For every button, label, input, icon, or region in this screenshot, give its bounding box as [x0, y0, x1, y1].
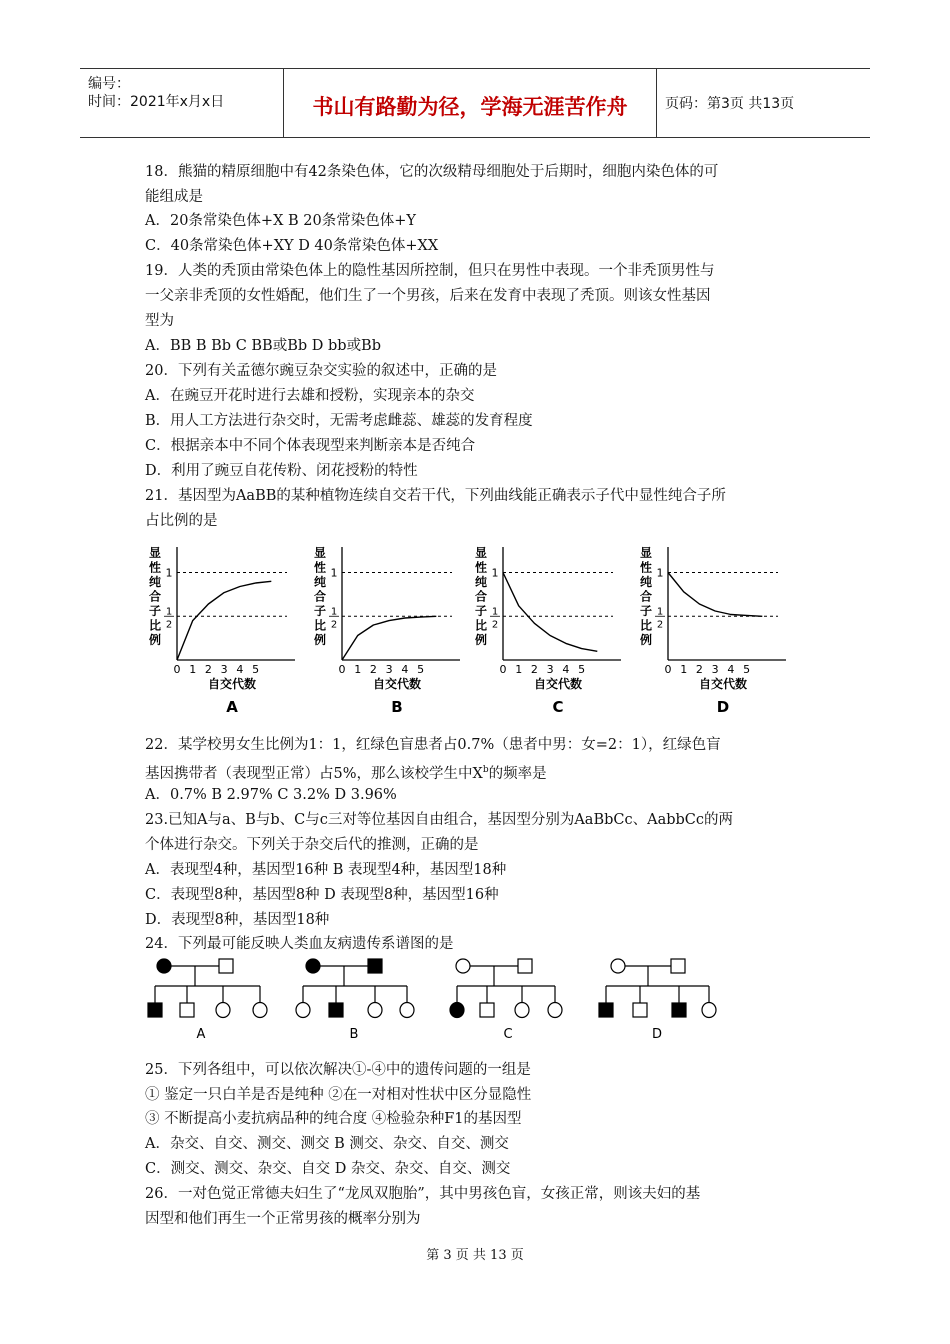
x-tick-label: 3 — [711, 663, 719, 676]
pedigree-a — [148, 959, 267, 1018]
pedigree-label-d: D — [651, 1027, 663, 1042]
x-axis-title: 自交代数 — [533, 677, 583, 691]
text-line: D．利用了豌豆自花传粉、闭花授粉的特性 — [145, 463, 418, 479]
x-tick-label: 2 — [369, 663, 377, 676]
y-tick-label: 2 — [656, 619, 664, 631]
daughter-normal — [296, 1003, 310, 1018]
x-axis-title: 自交代数 — [207, 677, 257, 691]
father-normal — [671, 959, 685, 973]
text-line — [145, 761, 547, 783]
chart-letter: A — [226, 698, 238, 716]
y-axis-title-char: 例 — [474, 633, 488, 647]
x-tick-label: 4 — [236, 663, 244, 676]
x-axis-title: 自交代数 — [372, 677, 422, 691]
text-line: 一父亲非秃顶的女性婚配，他们生了一个男孩，后来在发育中表现了秃顶。则该女性基因 — [145, 288, 711, 304]
text-line: C．测交、测交、杂交、自交 D 杂交、杂交、自交、测交 — [145, 1161, 511, 1177]
page-footer: 第 3 页 共 13 页 — [426, 1248, 524, 1263]
q22-text-before: 基因携带者（表现型正常）占5%，那么该校学生中X — [145, 765, 483, 782]
text-line: 21．基因型为AaBB的某种植物连续自交若干代，下列曲线能正确表示子代中显性纯合子所 — [145, 488, 726, 504]
x-tick-label: 0 — [338, 663, 346, 676]
y-axis-title-char: 纯 — [313, 575, 327, 589]
page-indicator: 页码：第3页 共13页 — [665, 96, 795, 112]
text-line: A．BB B Bb C BB或Bb D bb或Bb — [145, 338, 381, 354]
mother-normal — [611, 959, 625, 973]
text-line: 占比例的是 — [145, 513, 218, 529]
x-tick-label: 5 — [417, 663, 425, 676]
pedigree-label-c: C — [503, 1027, 513, 1042]
y-tick-label: 1 — [491, 566, 499, 580]
text-line: C．表现型8种，基因型8种 D 表现型8种，基因型16种 — [145, 887, 499, 903]
daughter-normal — [216, 1003, 230, 1018]
data-curve — [177, 581, 271, 660]
x-axis-title: 自交代数 — [698, 677, 748, 691]
text-line: 20．下列有关孟德尔豌豆杂交实验的叙述中，正确的是 — [145, 363, 497, 379]
y-axis-title-char: 性 — [313, 560, 327, 575]
q22-text-after: 的频率是 — [488, 765, 547, 782]
x-tick-label: 4 — [562, 663, 570, 676]
y-axis-title-char: 纯 — [148, 575, 162, 589]
y-axis-title-char: 例 — [639, 633, 653, 647]
y-tick-label: 1 — [656, 566, 664, 580]
y-axis-title-char: 子 — [639, 604, 653, 618]
x-tick-label: 4 — [401, 663, 409, 676]
x-tick-label: 2 — [204, 663, 212, 676]
y-axis-title-char: 合 — [313, 589, 327, 604]
son-normal — [633, 1003, 647, 1017]
y-tick-label: 1 — [491, 606, 499, 618]
chart-letter: D — [716, 698, 730, 716]
x-tick-label: 3 — [220, 663, 228, 676]
y-axis-title-char: 子 — [313, 604, 327, 618]
text-line: 18．熊猫的精原细胞中有42条染色体，它的次级精母细胞处于后期时，细胞内染色体的可 — [145, 164, 719, 180]
mother-normal — [456, 959, 470, 973]
x-tick-label: 1 — [189, 663, 197, 676]
father-normal — [518, 959, 532, 973]
chart-letter: C — [552, 698, 564, 716]
text-line: ① 鉴定一只白羊是否是纯种 ②在一对相对性状中区分显隐性 — [145, 1087, 532, 1103]
header-motto: 书山有路勤为径，学海无涯苦作舟 — [312, 95, 628, 119]
y-axis-title-char: 例 — [313, 633, 327, 647]
text-line: 能组成是 — [145, 189, 203, 205]
y-axis-title-char: 纯 — [474, 575, 488, 589]
text-line: ③ 不断提高小麦抗病品种的纯合度 ④检验杂种F1的基因型 — [145, 1111, 522, 1127]
x-tick-label: 5 — [743, 663, 751, 676]
mother-affected — [306, 959, 320, 973]
text-line: A．在豌豆开花时进行去雄和授粉，实现亲本的杂交 — [145, 388, 475, 404]
y-axis-title-char: 纯 — [639, 575, 653, 589]
x-tick-label: 2 — [695, 663, 703, 676]
chart-letter: B — [391, 698, 403, 716]
x-tick-label: 3 — [385, 663, 393, 676]
x-tick-label: 2 — [530, 663, 538, 676]
y-tick-label: 2 — [165, 619, 173, 631]
y-axis-title-char: 比 — [148, 618, 162, 633]
x-tick-label: 5 — [252, 663, 260, 676]
y-axis-title-char: 显 — [639, 546, 653, 560]
y-axis-title-char: 例 — [148, 633, 162, 647]
son-affected — [329, 1003, 343, 1017]
data-curve — [342, 616, 436, 660]
daughter-normal — [515, 1003, 529, 1018]
y-axis-title-char: 显 — [474, 546, 488, 560]
header-center-cell — [283, 69, 657, 137]
text-line: A．杂交、自交、测交、测交 B 测交、杂交、自交、测交 — [145, 1136, 509, 1152]
text-line: 19．人类的秃顶由常染色体上的隐性基因所控制，但只在男性中表现。一个非秃顶男性与 — [145, 263, 715, 279]
y-axis-title-char: 合 — [148, 589, 162, 604]
x-tick-label: 1 — [354, 663, 362, 676]
pedigree-d — [599, 959, 716, 1018]
son-affected — [148, 1003, 162, 1017]
x-tick-label: 5 — [578, 663, 586, 676]
pedigree-label-a: A — [196, 1027, 206, 1042]
pedigree-figure — [135, 952, 735, 1047]
x-tick-label: 0 — [664, 663, 672, 676]
y-axis-title-char: 比 — [313, 618, 327, 633]
daughter-affected — [450, 1003, 464, 1018]
data-curve — [503, 573, 597, 652]
daughter-normal — [548, 1003, 562, 1018]
son-normal — [180, 1003, 194, 1017]
x-tick-label: 1 — [680, 663, 688, 676]
text-line: C．根据亲本中不同个体表现型来判断亲本是否纯合 — [145, 438, 476, 454]
y-tick-label: 2 — [330, 619, 338, 631]
y-axis-title-char: 显 — [313, 546, 327, 560]
page-header — [80, 68, 870, 138]
y-axis-title-char: 性 — [474, 560, 488, 575]
data-curve — [668, 573, 762, 617]
text-line: C．40条常染色体+XY D 40条常染色体+XX — [145, 238, 439, 254]
y-axis-title-char: 比 — [639, 618, 653, 633]
x-tick-label: 0 — [499, 663, 507, 676]
curve-figure — [135, 532, 815, 717]
x-tick-label: 1 — [515, 663, 523, 676]
text-line: 22．某学校男女生比例为1：1，红绿色盲患者占0.7%（患者中男：女=2：1），红绿色盲 — [145, 737, 721, 753]
document-number: 编号： — [88, 76, 130, 92]
pedigree-label-b: B — [349, 1027, 359, 1042]
son-affected — [672, 1003, 686, 1017]
pedigree-b — [296, 959, 414, 1018]
son-normal — [480, 1003, 494, 1017]
header-right-cell — [657, 69, 870, 137]
q22-superscript: b — [482, 765, 489, 775]
x-tick-label: 3 — [546, 663, 554, 676]
text-line: A．表现型4种，基因型16种 B 表现型4种，基因型18种 — [145, 862, 507, 878]
x-tick-label: 4 — [727, 663, 735, 676]
y-tick-label: 1 — [330, 566, 338, 580]
text-line: D．表现型8种，基因型18种 — [145, 912, 330, 928]
text-line: A．20条常染色体+X B 20条常染色体+Y — [145, 213, 416, 229]
text-line: 因型和他们再生一个正常男孩的概率分别为 — [145, 1211, 421, 1227]
y-axis-title-char: 子 — [474, 604, 488, 618]
y-axis-title-char: 性 — [148, 560, 162, 575]
document-time: 时间：2021年x月x日 — [88, 94, 225, 110]
y-axis-title-char: 合 — [474, 589, 488, 604]
pedigree-c — [450, 959, 562, 1018]
father-normal — [219, 959, 233, 973]
text-line: 25．下列各组中，可以依次解决①-④中的遗传问题的一组是 — [145, 1062, 531, 1078]
text-line: 个体进行杂交。下列关于杂交后代的推测，正确的是 — [145, 837, 479, 853]
daughter-normal — [368, 1003, 382, 1018]
text-line: 26．一对色觉正常德夫妇生了“龙凤双胞胎”，其中男孩色盲，女孩正常，则该夫妇的基 — [145, 1186, 701, 1202]
y-axis-title-char: 显 — [148, 546, 162, 560]
father-affected — [368, 959, 382, 973]
text-line: 23.已知A与a、B与b、C与c三对等位基因自由组合，基因型分别为AaBbCc、AabbCc的两 — [145, 812, 733, 828]
son-affected — [599, 1003, 613, 1017]
y-tick-label: 1 — [165, 606, 173, 618]
text-line: A．0.7% B 2.97% C 3.2% D 3.96% — [145, 787, 397, 803]
y-tick-label: 1 — [656, 606, 664, 618]
daughter-normal — [702, 1003, 716, 1018]
daughter-normal — [253, 1003, 267, 1018]
text-line: 24．下列最可能反映人类血友病遗传系谱图的是 — [145, 936, 454, 952]
y-axis-title-char: 合 — [639, 589, 653, 604]
header-left-cell — [80, 69, 283, 137]
y-tick-label: 1 — [165, 566, 173, 580]
y-tick-label: 2 — [491, 619, 499, 631]
y-axis-title-char: 子 — [148, 604, 162, 618]
y-axis-title-char: 比 — [474, 618, 488, 633]
text-line: B．用人工方法进行杂交时，无需考虑雌蕊、雄蕊的发育程度 — [145, 413, 533, 429]
x-tick-label: 0 — [173, 663, 181, 676]
y-axis-title-char: 性 — [639, 560, 653, 575]
text-line: 型为 — [145, 313, 174, 329]
daughter-normal — [400, 1003, 414, 1018]
y-tick-label: 1 — [330, 606, 338, 618]
mother-affected — [157, 959, 171, 973]
